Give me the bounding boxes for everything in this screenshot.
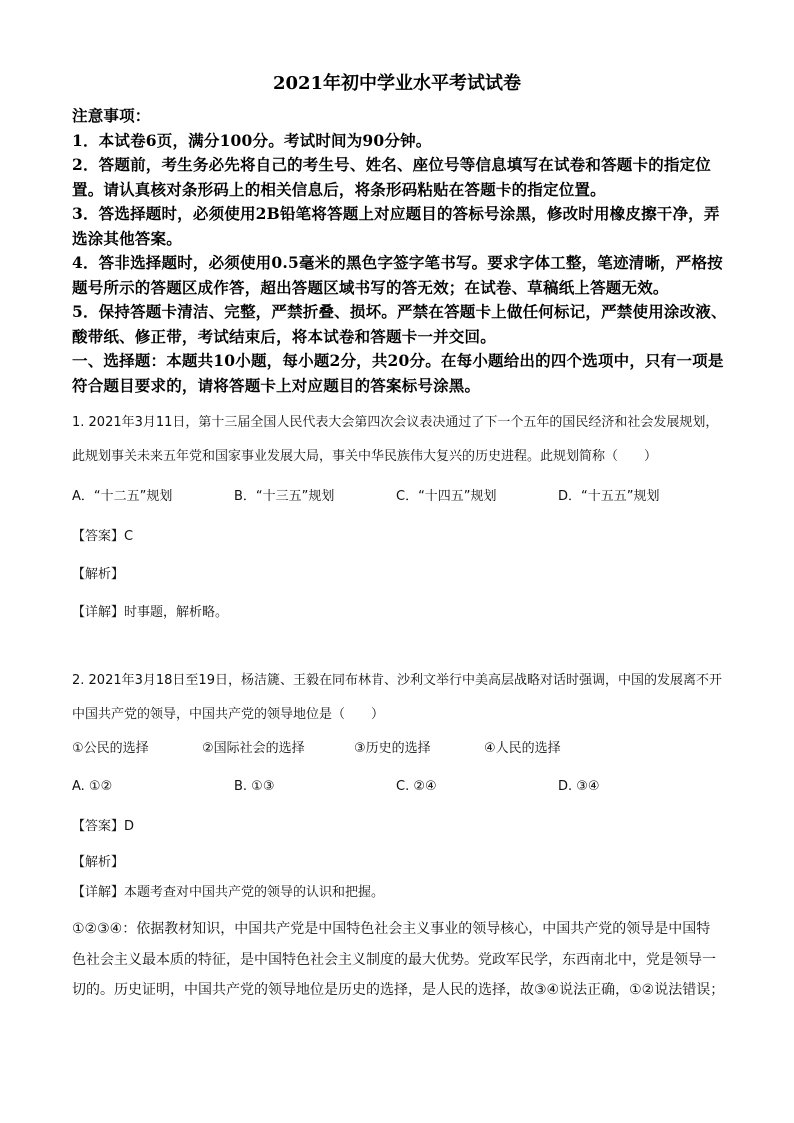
question-1-options bbox=[72, 480, 728, 514]
choice-4: ④人民的选择 bbox=[484, 741, 561, 756]
question-2-choices bbox=[72, 732, 728, 766]
question-2-stem: 2. 2021年3月18日至19日，杨洁篪、王毅在同布林肯、沙利文举行中美高层战略对话时强调，中国的发展离不开中国共产党的领导，中国共产党的领导地位是（ ） bbox=[72, 673, 722, 722]
option-b: B. ①③ bbox=[234, 779, 275, 794]
answer-label: 【答案】D bbox=[72, 819, 135, 834]
question-2-options bbox=[72, 770, 728, 804]
notice-item-4: 4．答非选择题时，必须使用0.5毫米的黑色字签字笔书写。要求字体工整，笔迹清晰，严格按题号所示的答题区成作答，超出答题区域书写的答无效；在试卷、草稿纸上答题无效。 bbox=[72, 253, 723, 297]
section-heading: 一、选择题：本题共10小题，每小题2分，共20分。在每小题给出的四个选项中，只有一项是符合题目要求的，请将答题卡上对应题目的答案标号涂黑。 bbox=[72, 351, 724, 395]
question-1-stem: 1. 2021年3月11日，第十三届全国人民代表大会第四次会议表决通过了下一个五年的国民经济和社会发展规划，此规划事关未来五年党和国家事业发展大局，事关中华民族伟大复兴的历史进程。此规划简称（ ） bbox=[72, 415, 719, 464]
page-title: 2021年初中学业水平考试试卷 bbox=[272, 73, 522, 94]
notice-section bbox=[72, 104, 732, 398]
detail-text: 【详解】本题考查对中国共产党的领导的认识和把握。 bbox=[72, 885, 385, 900]
option-a: A．“十二五”规划 bbox=[72, 489, 173, 504]
option-a: A. ①② bbox=[72, 779, 113, 794]
option-d: D．“十五五”规划 bbox=[558, 489, 660, 504]
option-b: B．“十三五”规划 bbox=[234, 489, 335, 504]
choice-3: ③历史的选择 bbox=[354, 741, 431, 756]
notice-heading: 注意事项： bbox=[72, 106, 151, 125]
notice-item-1: 1．本试卷6页，满分100分。考试时间为90分钟。 bbox=[72, 130, 432, 150]
analysis-label: 【解析】 bbox=[72, 855, 125, 870]
explanation-line-3: 切的。历史证明，中国共产党的领导地位是历史的选择，是人民的选择，故③④说法正确，①②说法错误； bbox=[72, 982, 725, 998]
explanation-line-1: ①②③④：依据教材知识，中国共产党是中国特色社会主义事业的领导核心，中国共产党的领导是中国特 bbox=[72, 921, 711, 937]
choice-1: ①公民的选择 bbox=[72, 741, 149, 756]
detail-text: 【详解】时事题，解析略。 bbox=[72, 605, 229, 620]
option-c: C．“十四五”规划 bbox=[396, 489, 497, 504]
notice-item-2: 2．答题前，考生务必先将自己的考生号、姓名、座位号等信息填写在试卷和答题卡的指定位置。请认真核对条形码上的相关信息后，将条形码粘贴在答题卡的指定位置。 bbox=[72, 155, 711, 199]
question-1 bbox=[72, 406, 728, 630]
analysis-label: 【解析】 bbox=[72, 567, 125, 582]
option-c: C. ②④ bbox=[396, 779, 437, 794]
answer-label: 【答案】C bbox=[72, 529, 134, 544]
choice-2: ②国际社会的选择 bbox=[202, 741, 305, 756]
option-d: D. ③④ bbox=[558, 779, 600, 794]
question-2 bbox=[72, 664, 728, 1006]
explanation bbox=[72, 914, 728, 1006]
explanation-line-2: 色社会主义最本质的特征，是中国特色社会主义制度的最大优势。党政军民学，东西南北中，党是领导一 bbox=[72, 951, 716, 968]
notice-item-5: 5．保持答题卡清洁、完整，严禁折叠、损坏。严禁在答题卡上做任何标记，严禁使用涂改液、酸带纸、修正带，考试结束后，将本试卷和答题卡一并交回。 bbox=[72, 302, 727, 346]
notice-item-3: 3．答选择题时，必须使用2B铅笔将答题上对应题目的答标号涂黑，修改时用橡皮擦干净，弄选涂其他答案。 bbox=[72, 204, 720, 248]
